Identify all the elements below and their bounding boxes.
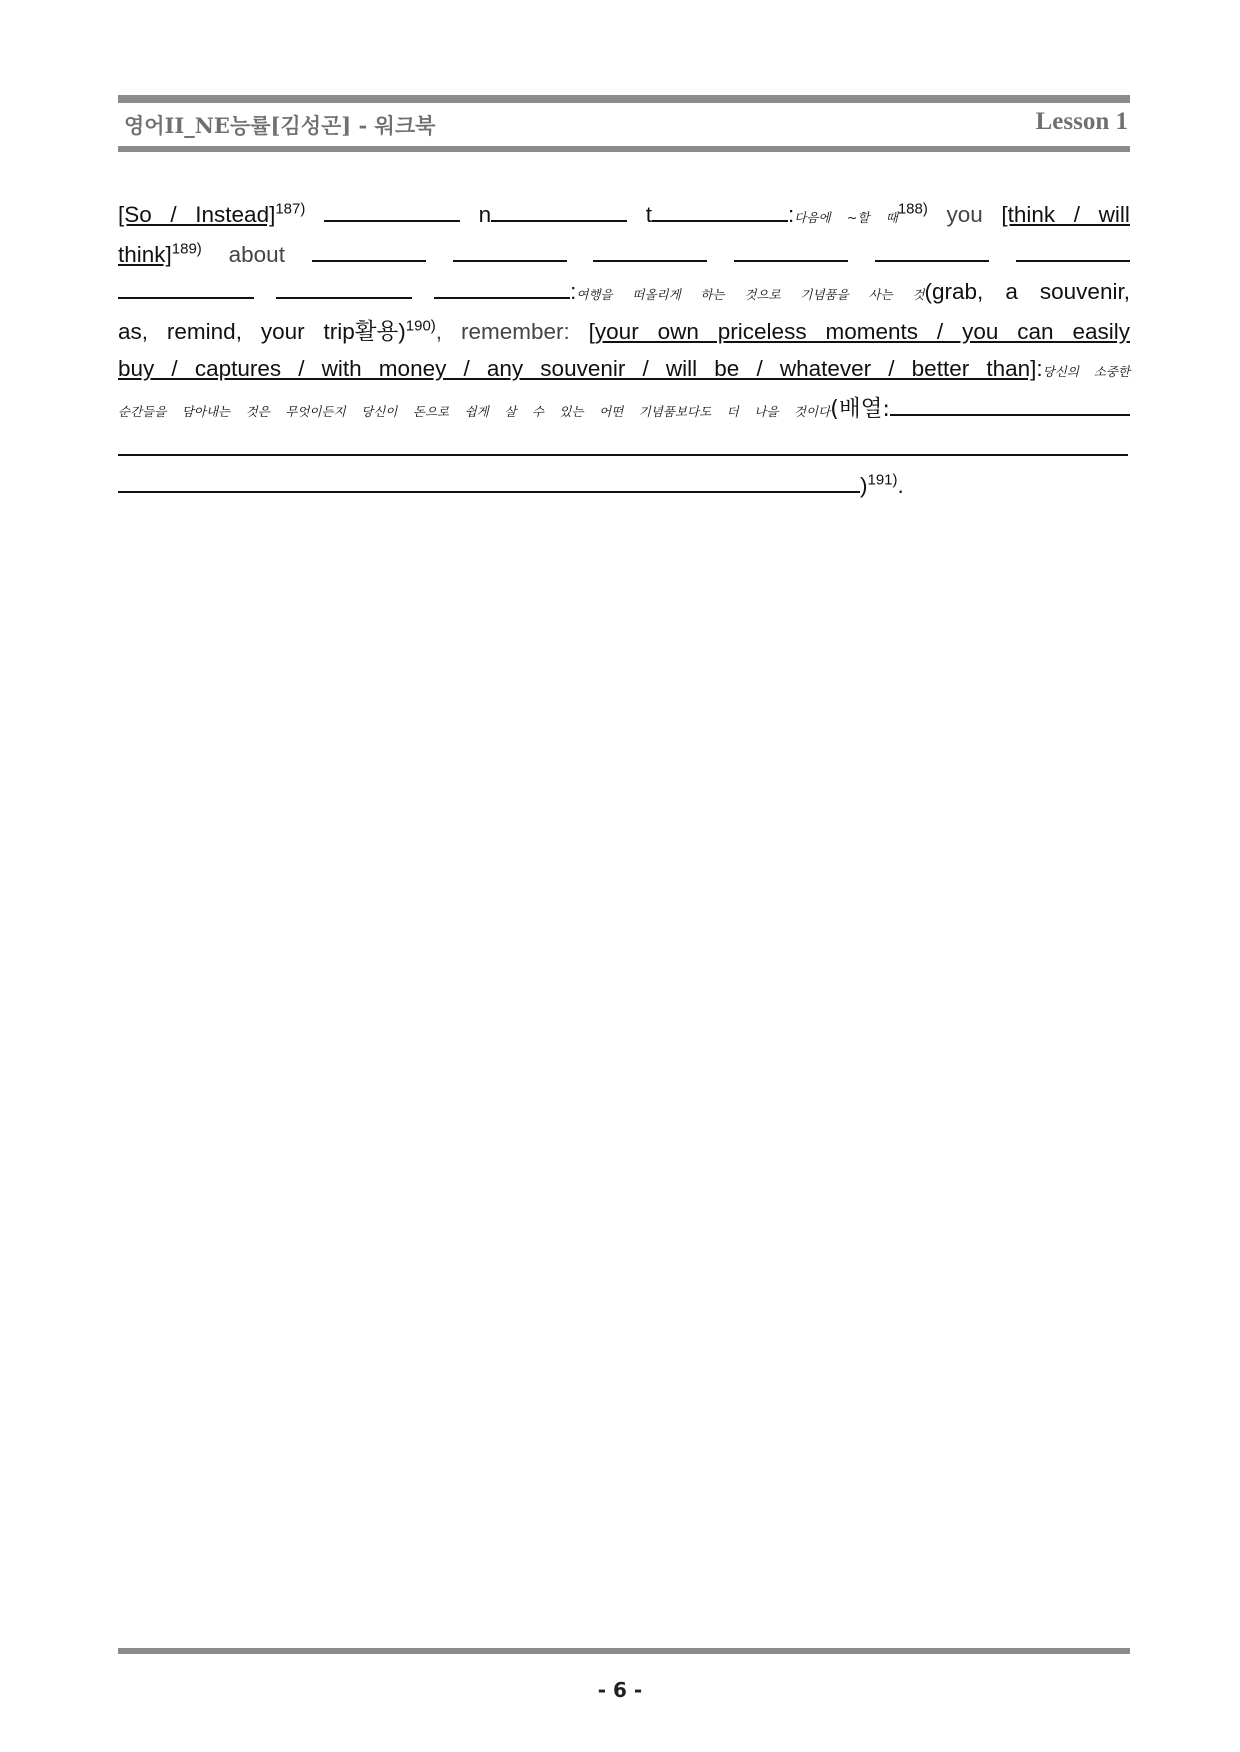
passage-line-3: :여행을 떠올리게 하는 것으로 기념품을 사는 것(grab, a souvenir, <box>118 273 1130 313</box>
footnote-191: 191) <box>867 471 898 489</box>
answer-blank[interactable] <box>312 260 426 262</box>
korean-hint-188: 다음에 ~할 때 <box>794 210 898 225</box>
close-paren: ) <box>860 473 868 498</box>
word-clue-190-a: (grab, a souvenir, <box>924 279 1130 304</box>
answer-blank[interactable] <box>593 260 707 262</box>
passage-line-8 <box>118 467 1130 504</box>
passage-line-1: [So / Instead]$^{187)}$ n t :다음에 ~할 때$^{188)}$ you [think / will <box>118 200 1130 227</box>
scramble-words-b: buy / captures / with money / any souvenir / will be / whatever / better than] <box>118 356 1037 381</box>
arrange-label: (배열: <box>830 396 890 422</box>
footnote-187: 187) <box>275 200 306 218</box>
answer-blank[interactable] <box>890 414 1130 416</box>
page-number: - 6 - <box>597 1678 643 1702</box>
choice-so-instead[interactable]: [So / Instead] <box>118 202 276 227</box>
answer-blank[interactable] <box>1016 260 1130 262</box>
period: . <box>897 473 904 498</box>
choice-think-b[interactable]: think] <box>118 242 172 267</box>
answer-blank[interactable] <box>734 260 848 262</box>
answer-blank[interactable] <box>434 297 570 299</box>
choice-think-a[interactable]: [think / will <box>1001 202 1130 227</box>
passage-line-7 <box>118 430 1130 467</box>
lesson-label: Lesson 1 <box>1035 108 1128 135</box>
header-top-rule <box>118 95 1130 103</box>
answer-blank[interactable] <box>118 454 1128 456</box>
answer-blank[interactable] <box>118 297 254 299</box>
passage-line-2 <box>118 236 1130 273</box>
scramble-words-a: [your own priceless moments / you can easily <box>588 319 1130 344</box>
header-bottom-rule <box>118 146 1130 152</box>
workbook-title: 영어II_NE능률[김성곤] - 워크북 <box>124 113 436 138</box>
passage-line-4 <box>118 313 1130 350</box>
passage-line-5: buy / captures / with money / any souvenir / will be / whatever / better than]:당신의 소중한 <box>118 356 1130 381</box>
answer-blank[interactable] <box>875 260 989 262</box>
answer-blank[interactable] <box>118 491 860 493</box>
korean-hint-191-a: 당신의 소중한 <box>1042 364 1130 379</box>
word-you: you <box>946 202 983 227</box>
answer-blank[interactable] <box>453 260 567 262</box>
korean-hint-190: 여행을 떠올리게 하는 것으로 기념품을 사는 것 <box>576 287 925 302</box>
answer-blank[interactable] <box>324 220 460 222</box>
answer-blank[interactable] <box>276 297 412 299</box>
passage-line-6 <box>118 390 1130 430</box>
word-about: about <box>228 242 285 267</box>
word-remember: , remember: <box>435 319 570 344</box>
footnote-189: 189) <box>171 240 202 258</box>
answer-blank[interactable] <box>652 220 788 222</box>
answer-blank[interactable] <box>491 220 627 222</box>
letter-hint-t: t <box>645 202 653 227</box>
korean-hint-191-b: 순간들을 담아내는 것은 무엇이든지 당신이 돈으로 쉽게 살 수 있는 어떤 기념품보다도 더 나을 것이다 <box>118 404 831 419</box>
word-clue-190-b: as, remind, your trip활용) <box>118 319 406 344</box>
footnote-188: 188) <box>897 200 928 218</box>
letter-hint-n: n <box>478 202 492 227</box>
footnote-190: 190) <box>405 317 436 335</box>
footer-rule <box>118 1648 1130 1654</box>
exercise-passage <box>118 196 1130 504</box>
